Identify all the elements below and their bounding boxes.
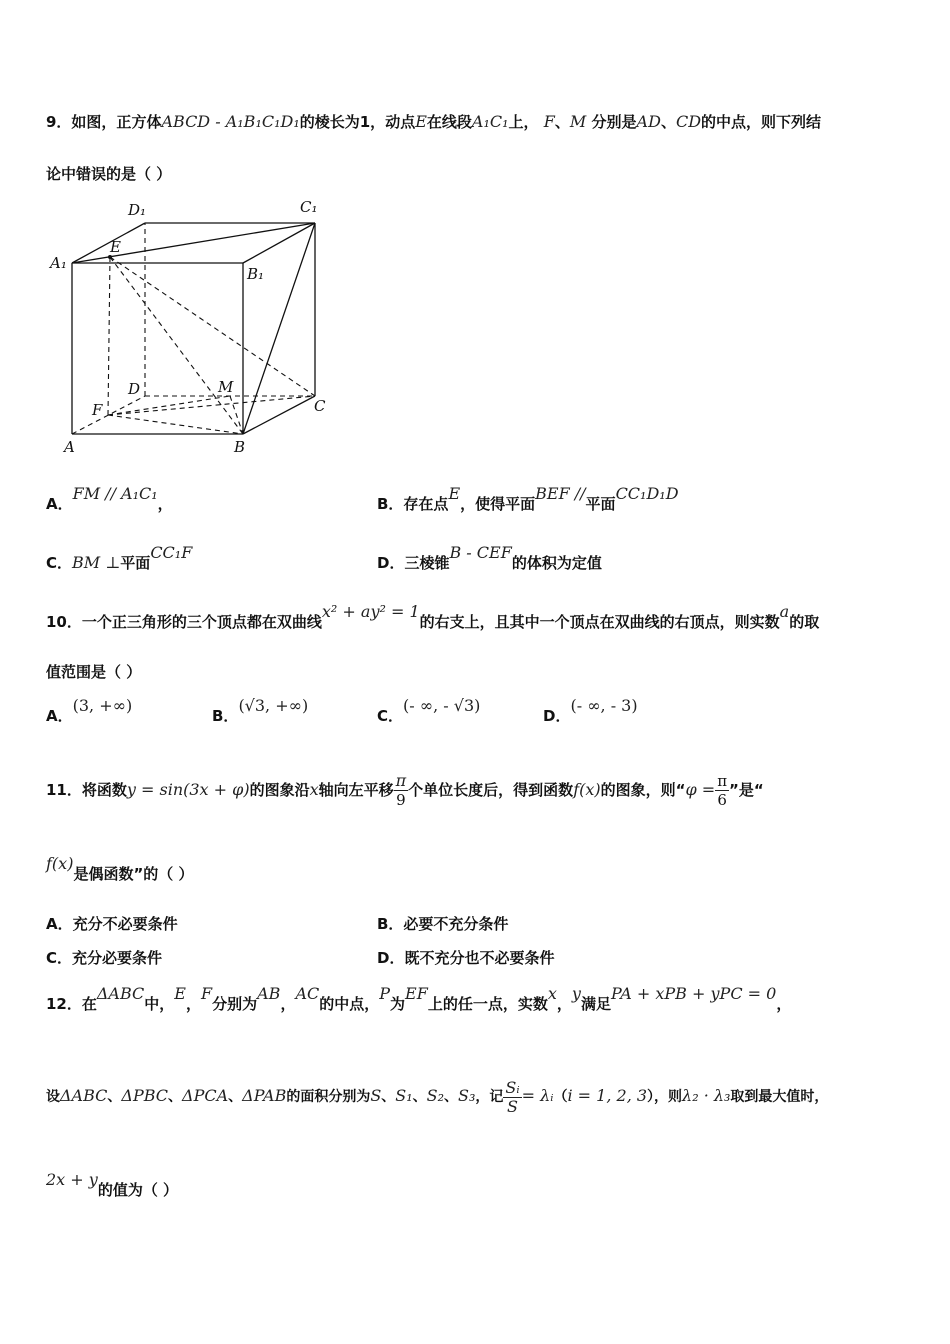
fraction-denominator: 6 bbox=[717, 791, 727, 809]
label-a: A bbox=[64, 438, 75, 456]
q11-fraction-phi bbox=[715, 772, 729, 809]
q10-math-hyperbola: x² + ay² = 1 bbox=[321, 602, 420, 621]
option-label: A． bbox=[46, 707, 73, 725]
q12-text: ，记 bbox=[475, 1089, 504, 1105]
q11-text: 轴向左平移 bbox=[318, 781, 394, 799]
q12-text: 满足 bbox=[580, 995, 611, 1013]
q11-math-fx: f(x) bbox=[573, 780, 601, 799]
fraction-denominator: 9 bbox=[396, 791, 406, 809]
q12-math: λ₂ · λ₃ bbox=[682, 1086, 731, 1105]
q12-text: 、 bbox=[107, 1089, 122, 1105]
hidden-segment-f-b bbox=[108, 415, 243, 434]
q9-math-ad: AD bbox=[636, 112, 661, 131]
q9-line2 bbox=[46, 164, 171, 184]
q10-option-b[interactable] bbox=[212, 696, 309, 726]
q9-text: 9．如图，正方体 bbox=[46, 113, 162, 131]
q12-text: ， bbox=[185, 995, 201, 1013]
q12-text: ， bbox=[280, 995, 296, 1013]
q11-text: 的图象沿 bbox=[249, 781, 310, 799]
label-b1: B₁ bbox=[247, 265, 265, 283]
cube-figure bbox=[44, 192, 344, 462]
q9-math-e: E bbox=[415, 112, 427, 131]
q10-text: 的右支上，且其中一个顶点在双曲线的右顶点，则实数 bbox=[419, 613, 780, 631]
q9-text: 论中错误的是（ ） bbox=[46, 165, 172, 183]
q12-math: EF bbox=[405, 984, 428, 1003]
q12-text: 中， bbox=[144, 995, 175, 1013]
option-text: C．充分必要条件 bbox=[46, 949, 163, 967]
q10-option-d[interactable] bbox=[543, 696, 638, 726]
q11-text: 个单位长度后，得到函数 bbox=[408, 781, 574, 799]
q10-text: 的取 bbox=[789, 613, 820, 631]
q12-math: ΔPAB bbox=[242, 1086, 287, 1105]
option-math: B - CEF bbox=[449, 543, 512, 562]
hidden-segment-e-f bbox=[108, 257, 110, 415]
q9-text: 在线段 bbox=[426, 113, 472, 131]
fraction-numerator: π bbox=[395, 771, 407, 790]
q12-math-vector-eq: PA + xPB + yPC = 0 bbox=[610, 984, 777, 1003]
label-a1: A₁ bbox=[50, 254, 67, 272]
hidden-segment-m-b bbox=[230, 396, 243, 434]
q9-text: 、 bbox=[554, 113, 570, 131]
option-text: ，使得平面 bbox=[460, 495, 536, 513]
q12-math: E bbox=[174, 984, 186, 1003]
q12-math: AC bbox=[295, 984, 320, 1003]
q11-option-a[interactable] bbox=[46, 914, 178, 934]
q9-math-a1c1: A₁C₁ bbox=[471, 112, 509, 131]
q11-math-phi: φ = bbox=[685, 780, 716, 799]
option-text: A．充分不必要条件 bbox=[46, 915, 178, 933]
q12-text: 设 bbox=[46, 1089, 60, 1105]
q12-text: 为 bbox=[390, 995, 406, 1013]
q12-line1 bbox=[46, 984, 792, 1014]
q9-math-cd: CD bbox=[675, 112, 702, 131]
hidden-segment-e-b bbox=[110, 257, 243, 434]
option-label: D．三棱锥 bbox=[377, 554, 450, 572]
option-math: (3, +∞) bbox=[72, 696, 133, 715]
q9-option-c[interactable] bbox=[46, 543, 193, 573]
q12-text: ， bbox=[556, 995, 572, 1013]
q12-text: 的中点， bbox=[319, 995, 380, 1013]
label-b: B bbox=[234, 438, 246, 456]
q12-text: ， bbox=[776, 995, 792, 1013]
hidden-segment-f-m bbox=[108, 396, 230, 415]
q12-math: S₂ bbox=[426, 1086, 445, 1105]
q11-fraction-shift bbox=[394, 772, 409, 809]
option-math: (- ∞, - 3) bbox=[570, 696, 638, 715]
q10-text: 值范围是（ ） bbox=[46, 663, 142, 681]
option-math: (- ∞, - √3) bbox=[403, 696, 481, 715]
q12-math: AB bbox=[257, 984, 281, 1003]
q12-text: 的面积分别为 bbox=[286, 1089, 371, 1105]
q10-text: 10．一个正三角形的三个顶点都在双曲线 bbox=[46, 613, 322, 631]
q12-math: x bbox=[547, 984, 557, 1003]
q11-math-x: x bbox=[309, 780, 319, 799]
option-text: ， bbox=[157, 495, 173, 513]
option-math: (√3, +∞) bbox=[238, 696, 309, 715]
q9-option-b[interactable] bbox=[377, 484, 679, 514]
option-math: E bbox=[448, 484, 461, 503]
q12-text: 、 bbox=[228, 1089, 243, 1105]
option-text: D．既不充分也不必要条件 bbox=[377, 949, 555, 967]
label-m: M bbox=[218, 378, 234, 396]
label-f: F bbox=[92, 401, 103, 419]
option-text: 平面 bbox=[120, 554, 151, 572]
q12-math: ΔPCA bbox=[182, 1086, 229, 1105]
q9-option-a[interactable] bbox=[46, 484, 173, 514]
q12-text: 12．在 bbox=[46, 995, 97, 1013]
q11-text: 是偶函数”的（ ） bbox=[73, 865, 194, 883]
q9-math-f: F bbox=[543, 112, 555, 131]
q12-math: S₃ bbox=[458, 1086, 476, 1105]
option-label: C． bbox=[377, 707, 404, 725]
q9-option-d[interactable] bbox=[377, 543, 602, 573]
q12-math: P bbox=[379, 984, 391, 1003]
q11-option-c[interactable] bbox=[46, 948, 162, 968]
option-label: C． bbox=[46, 554, 73, 572]
q9-line1 bbox=[46, 112, 821, 132]
hidden-segment-e-c bbox=[110, 257, 315, 396]
label-d: D bbox=[128, 380, 141, 398]
q12-text: （ bbox=[553, 1089, 568, 1105]
q11-text: 11．将函数 bbox=[46, 781, 127, 799]
q12-line3 bbox=[46, 1170, 179, 1200]
q9-text: 、 bbox=[660, 113, 676, 131]
q12-math: = λᵢ bbox=[521, 1086, 554, 1105]
label-e: E bbox=[110, 238, 121, 256]
q12-math: ΔPBC bbox=[121, 1086, 169, 1105]
q12-text: 上的任一点，实数 bbox=[427, 995, 548, 1013]
option-label: D． bbox=[543, 707, 571, 725]
q10-line1 bbox=[46, 602, 820, 632]
label-c: C bbox=[314, 397, 326, 415]
q12-math: F bbox=[201, 984, 213, 1003]
q9-math-m: M bbox=[569, 112, 587, 131]
option-math: CC₁F bbox=[150, 543, 193, 562]
option-label: B．存在点 bbox=[377, 495, 449, 513]
option-label: B． bbox=[212, 707, 239, 725]
option-math: FM // A₁C₁ bbox=[72, 484, 158, 503]
q10-option-a[interactable] bbox=[46, 696, 133, 726]
q12-text: 、 bbox=[168, 1089, 183, 1105]
q11-line1 bbox=[46, 770, 764, 810]
q11-option-d[interactable] bbox=[377, 948, 554, 968]
q11-math-fx: f(x) bbox=[46, 854, 74, 873]
q10-math-a: a bbox=[779, 602, 790, 621]
fraction-numerator: π bbox=[717, 772, 728, 790]
q10-option-c[interactable] bbox=[377, 696, 481, 726]
q12-math: ΔABC bbox=[60, 1086, 108, 1105]
q9-text: 上， bbox=[508, 113, 539, 131]
option-math: BM ⊥ bbox=[72, 553, 121, 572]
q11-line2 bbox=[46, 854, 194, 884]
label-d1: D₁ bbox=[128, 201, 147, 219]
option-text: 的体积为定值 bbox=[511, 554, 602, 572]
option-math: BEF // bbox=[535, 484, 586, 503]
q11-math-func: y = sin(3x + φ) bbox=[126, 780, 250, 799]
option-text: 平面 bbox=[585, 495, 616, 513]
q12-line2 bbox=[46, 1076, 828, 1117]
q9-text: 的中点，则下列结 bbox=[701, 113, 822, 131]
q12-text: 、 bbox=[412, 1089, 427, 1105]
q12-text: 的值为（ ） bbox=[97, 1181, 179, 1199]
option-math: CC₁D₁D bbox=[615, 484, 679, 503]
label-c1: C₁ bbox=[300, 198, 318, 216]
q9-math-cube: ABCD - A₁B₁C₁D₁ bbox=[161, 112, 300, 131]
q12-text: 、 bbox=[381, 1089, 396, 1105]
q9-text: 的棱长为1，动点 bbox=[299, 113, 416, 131]
q10-line2 bbox=[46, 662, 141, 682]
q12-text: 、 bbox=[444, 1089, 459, 1105]
q12-text: ），则 bbox=[647, 1089, 683, 1105]
q9-text: 分别是 bbox=[591, 113, 637, 131]
q11-option-b[interactable] bbox=[377, 914, 508, 934]
q11-text: ”是“ bbox=[729, 781, 764, 799]
q11-text: 的图象，则“ bbox=[600, 781, 686, 799]
option-text: B．必要不充分条件 bbox=[377, 915, 509, 933]
q12-math: ΔABC bbox=[96, 984, 145, 1003]
fraction-denominator: S bbox=[507, 1096, 518, 1116]
q12-math: y bbox=[571, 984, 581, 1003]
q12-math: 2x + y bbox=[46, 1170, 98, 1189]
q12-math: i = 1, 2, 3 bbox=[567, 1086, 648, 1105]
q12-text: 分别为 bbox=[212, 995, 258, 1013]
q12-fraction-ratio bbox=[503, 1079, 521, 1116]
q12-math: S₁ bbox=[395, 1086, 413, 1105]
option-label: A． bbox=[46, 495, 73, 513]
q12-text: 取到最大值时， bbox=[730, 1089, 829, 1105]
q12-math: S bbox=[370, 1086, 382, 1105]
fraction-numerator: Sᵢ bbox=[505, 1077, 520, 1097]
